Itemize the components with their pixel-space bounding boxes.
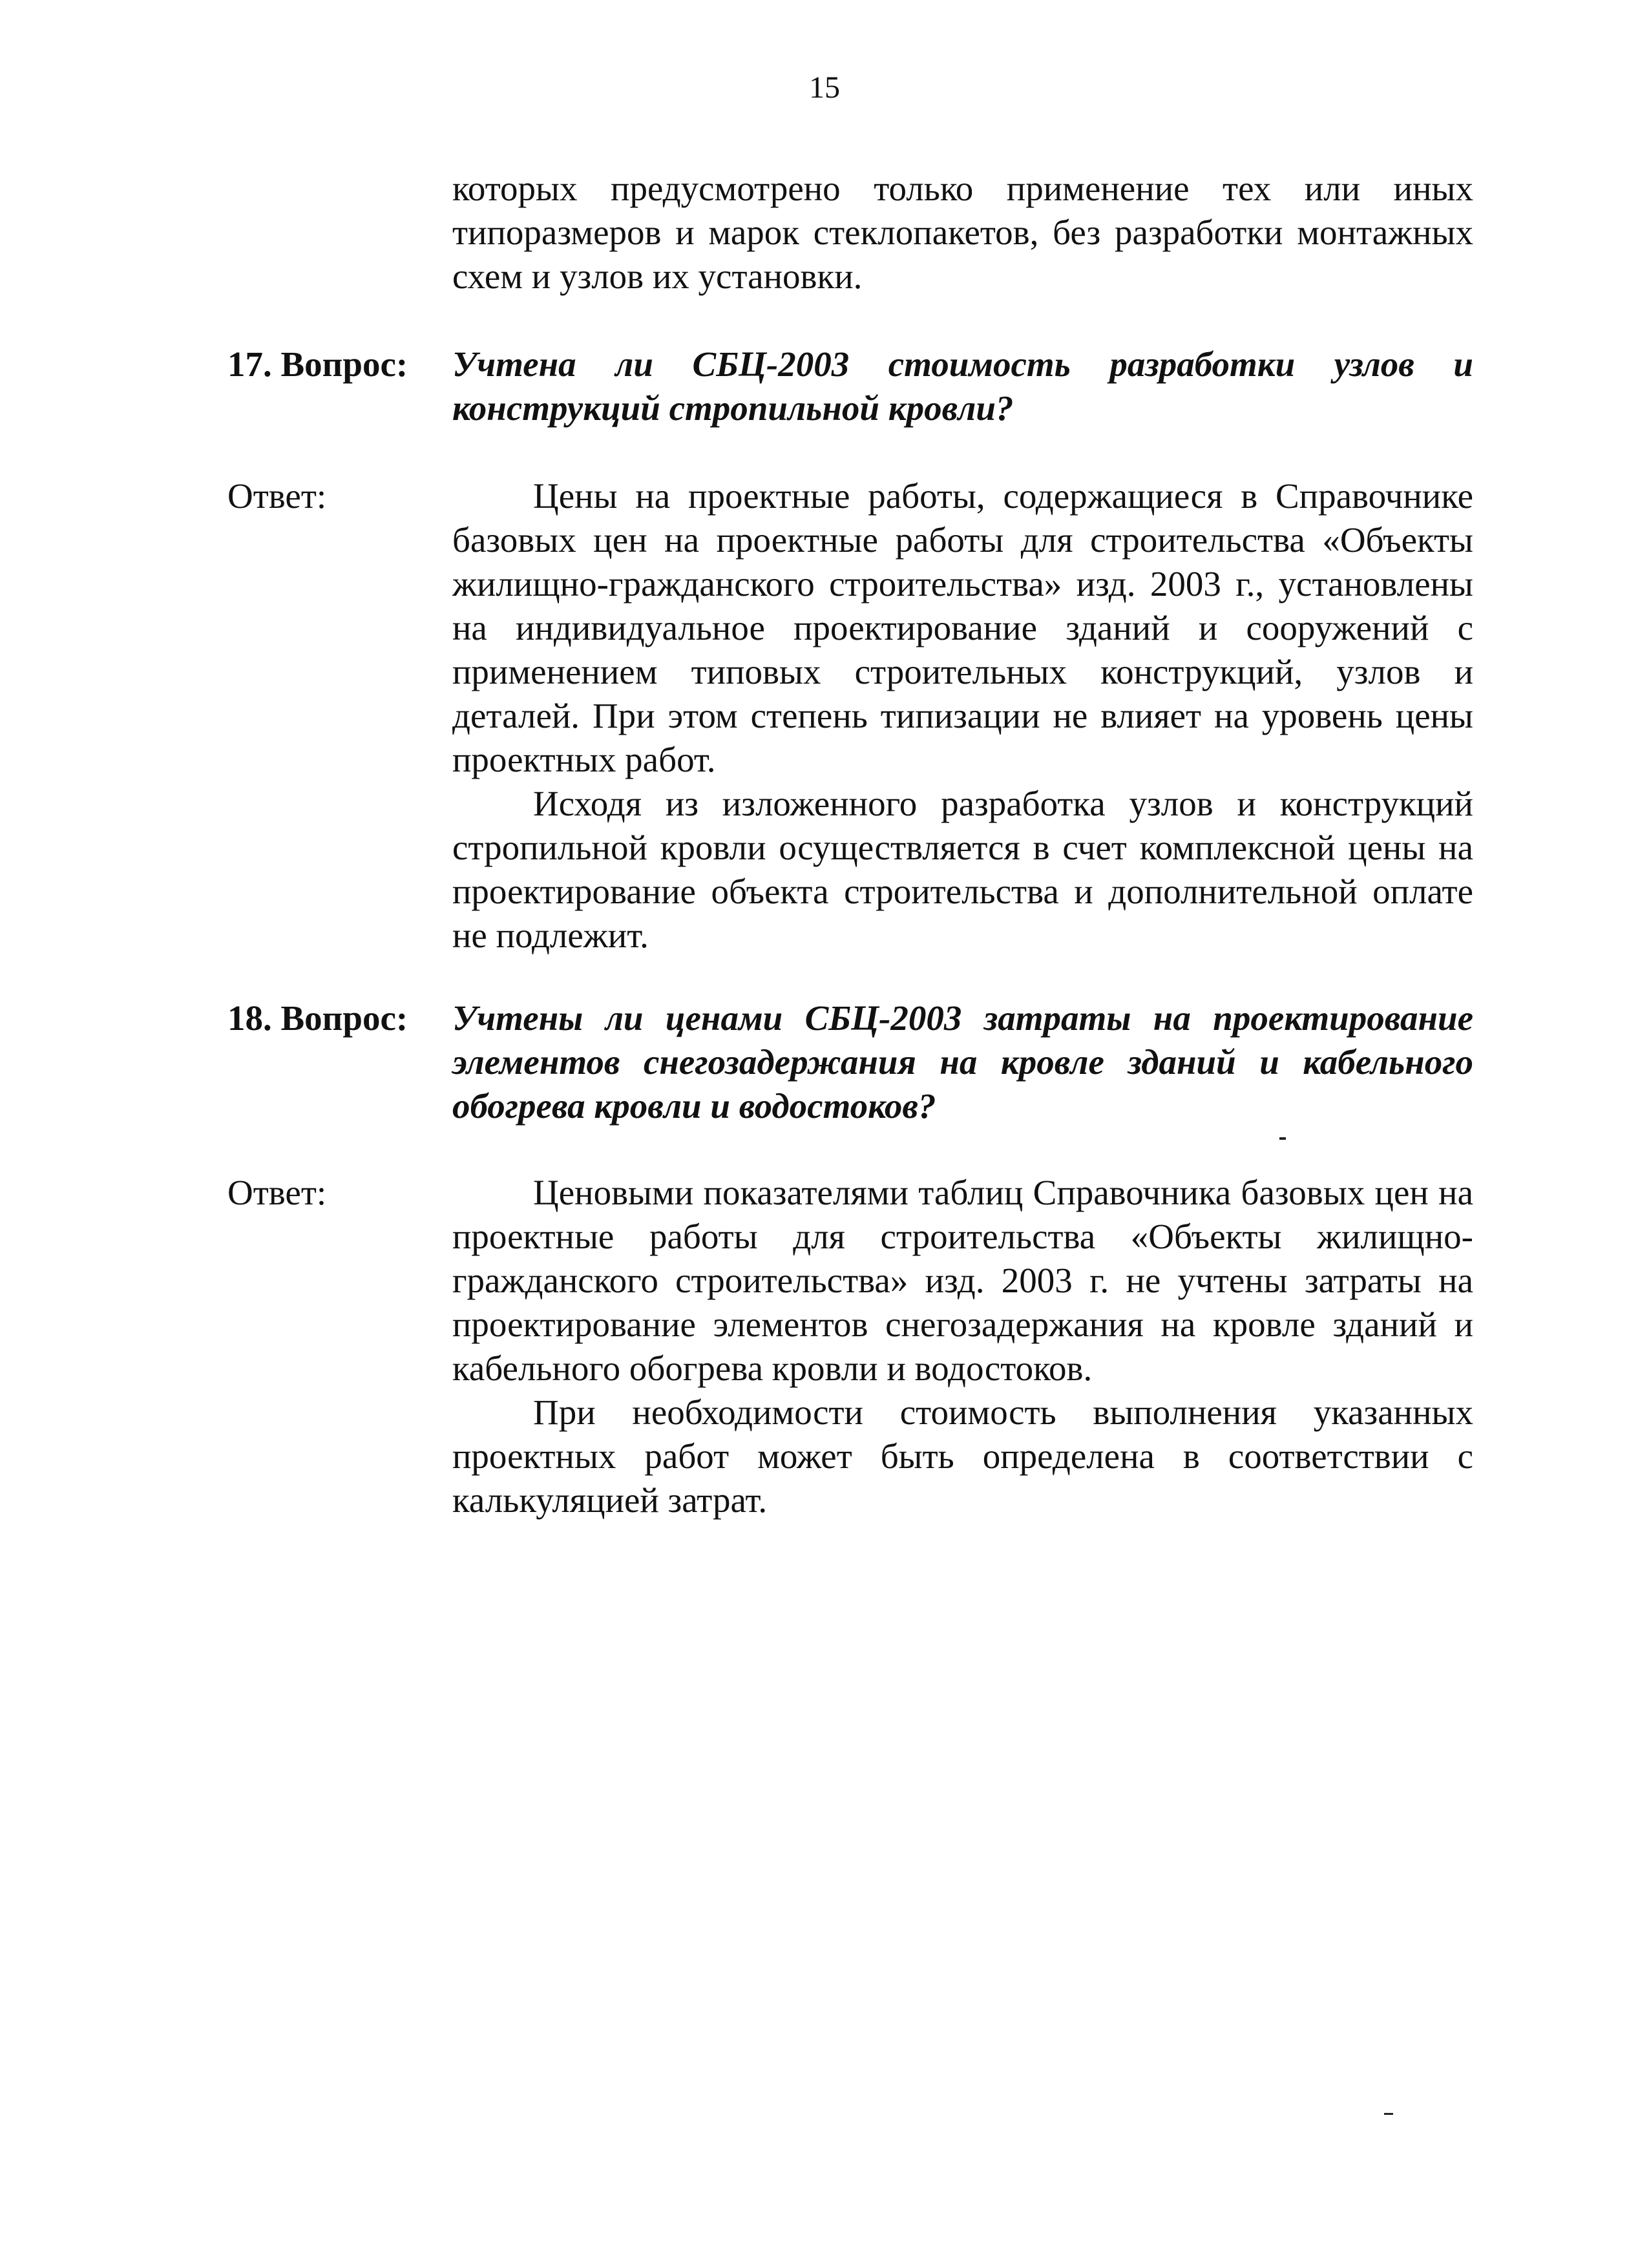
page-number: 15: [809, 70, 840, 105]
question-18-label: 18. Вопрос:: [227, 998, 408, 1038]
scan-speck: [1279, 1137, 1286, 1140]
answer-18-paragraph-1: Ценовыми показателями таблиц Справочника базовых цен на проектные работы для строительства «Объекты жилищно-гражданского строительства» изд. 2003 г. не учтены затраты на проектирование элементов снегозадержания на кровле зданий и кабельного обогрева кровли и водостоков.: [452, 1173, 1473, 1388]
scan-speck: [1384, 2113, 1393, 2115]
question-17-label: 17. Вопрос:: [227, 344, 408, 384]
answer-17-paragraph-2: Исходя из изложенного разработка узлов и конструкций стропильной кровли осуществляется в счет комплексной цены на проектирование объекта строительства и дополнительной оплате не подлежит.: [452, 784, 1473, 955]
answer-17-label: Ответ:: [227, 476, 327, 516]
answer-18-paragraph-2: При необходимости стоимость выполнения указанных проектных работ может быть определена в соответствии с калькуляцией затрат.: [452, 1392, 1473, 1520]
question-17-text: Учтена ли СБЦ-2003 стоимость разработки узлов и конструкций стропильной кровли?: [452, 344, 1473, 428]
continuation-paragraph: которых предусмотрено только применение тех или иных типоразмеров и марок стеклопакетов, без разработки монтажных схем и узлов их установки.: [452, 169, 1473, 296]
answer-18-label: Ответ:: [227, 1173, 327, 1212]
question-18-text: Учтены ли ценами СБЦ-2003 затраты на проектирование элементов снегозадержания на кровле зданий и кабельного обогрева кровли и водостоков?: [452, 998, 1473, 1126]
answer-17-paragraph-1: Цены на проектные работы, содержащиеся в Справочнике базовых цен на проектные работы для строительства «Объекты жилищно-гражданского строительства» изд. 2003 г., установлены на индивидуальное проектирование зданий и сооружений с применением типовых строительных конструкций, узлов и деталей. При этом степень типизации не влияет на уровень цены проектных работ.: [452, 476, 1473, 779]
